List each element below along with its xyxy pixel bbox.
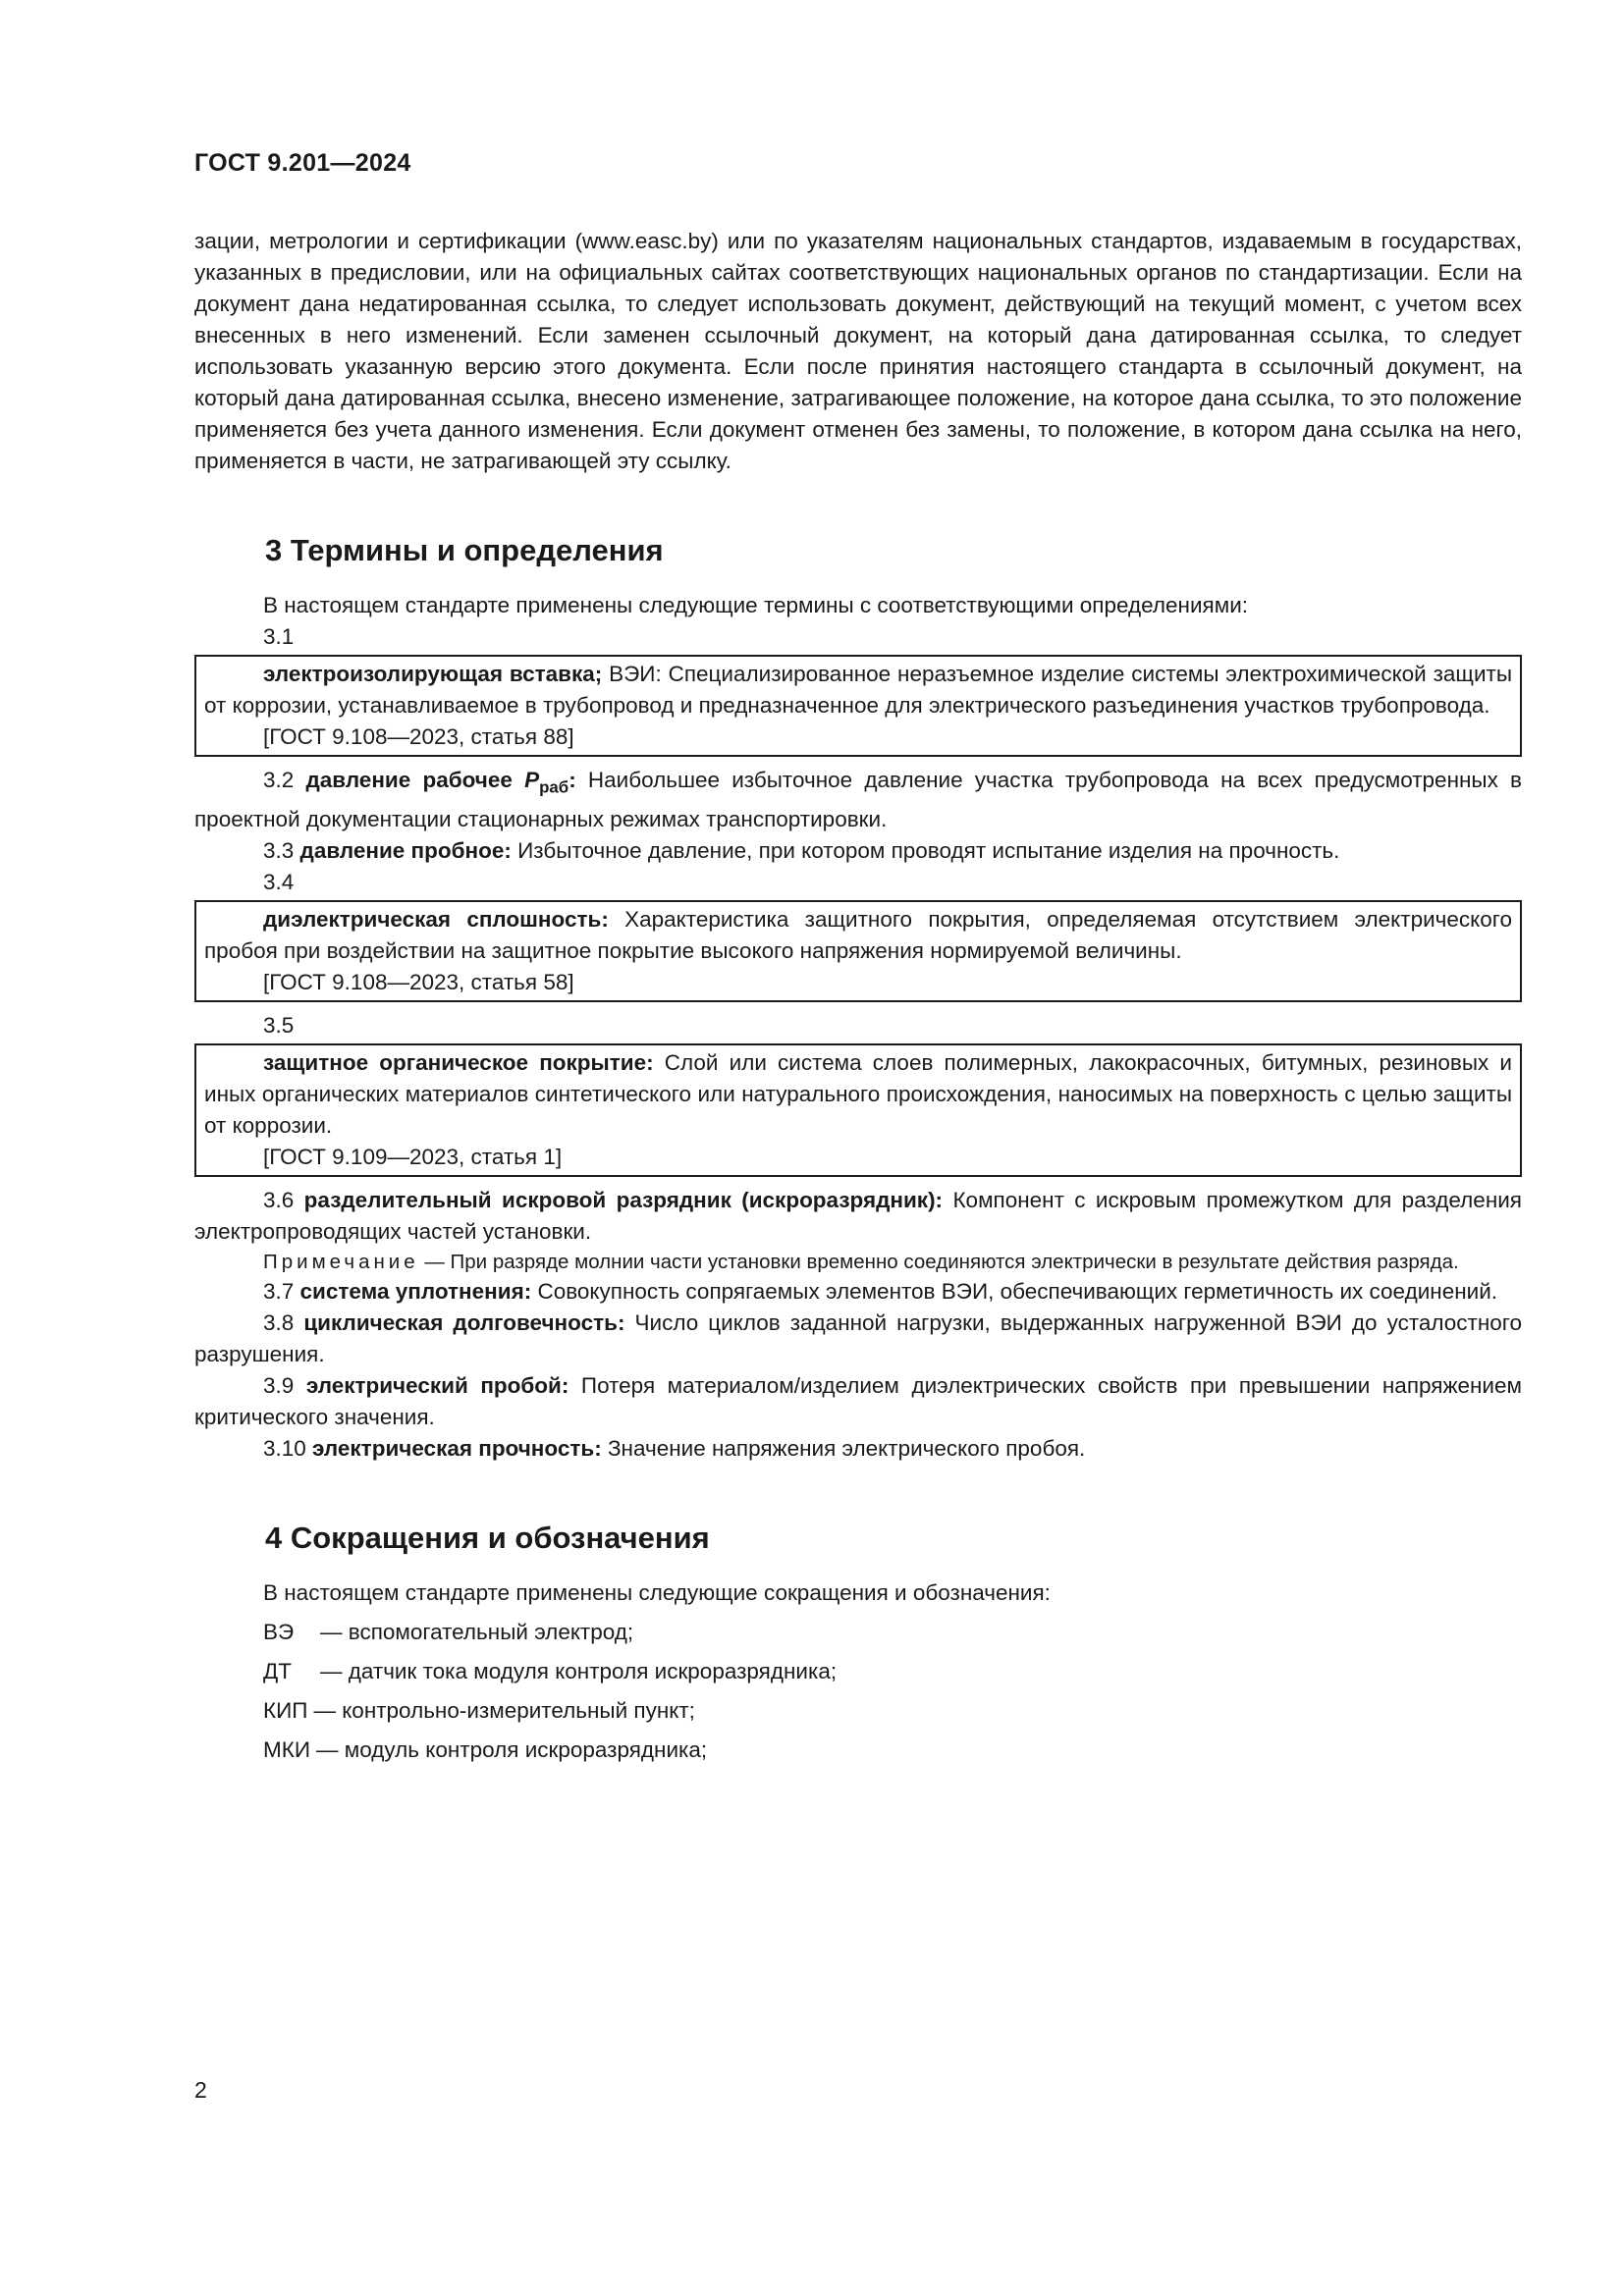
term-3-5-term: защитное органическое покрытие: — [263, 1049, 654, 1075]
term-3-1-source: [ГОСТ 9.108—2023, статья 88] — [263, 724, 574, 749]
term-3-5-text: Слой или система слоев полимерных, лакокрасочных, битумных, резиновых и иных органических материалов синтетического или натурального происхождения, наносимых на поверхность с целью защиты от коррозии. — [204, 1049, 1512, 1138]
term-3-1-term: электроизолирующая вставка; — [263, 662, 603, 686]
abbreviation-text: — датчик тока модуля контроля искроразрядника; — [320, 1658, 838, 1683]
page-content — [194, 226, 1522, 1766]
term-3-5-definition — [204, 1047, 1512, 1142]
document-code-header: ГОСТ 9.201—2024 — [194, 149, 411, 177]
term-3-1-text: ВЭИ: Специализированное неразъемное изделие системы электрохимической защиты от коррозии, устанавливаемое в трубопровод и предназначенное для электрического разъединения участков трубопровода. — [204, 662, 1512, 718]
term-3-6-term: разделительный искровой разрядник (искроразрядник): — [303, 1187, 944, 1212]
term-3-2-text: Наибольшее избыточное давление участка трубопровода на всех предусмотренных в проектной документации стационарных режимах транспортировки. — [194, 768, 1522, 831]
term-3-4-text: Характеристика защитного покрытия, определяемая отсутствием электрического пробоя при воздействии на защитное покрытие высокого напряжения нормируемой величины. — [204, 906, 1512, 963]
term-3-8-text: Число циклов заданной нагрузки, выдержанных нагруженной ВЭИ до усталостного разрушения. — [194, 1309, 1523, 1366]
term-3-10 — [194, 1433, 1522, 1465]
term-3-5-source: [ГОСТ 9.109—2023, статья 1] — [263, 1144, 563, 1169]
term-3-7-number: 3.7 — [263, 1278, 300, 1304]
term-3-3-term: давление пробное: — [299, 837, 512, 863]
term-3-1-number: 3.1 — [263, 624, 295, 649]
abbreviation-item — [194, 1656, 1522, 1687]
term-3-6 — [194, 1185, 1522, 1248]
term-3-6-number: 3.6 — [263, 1187, 304, 1212]
page-number: 2 — [194, 2077, 207, 2103]
section-4-intro: В настоящем стандарте применены следующие сокращения и обозначения: — [263, 1579, 1051, 1605]
term-3-5-number: 3.5 — [263, 1012, 295, 1038]
section-4-heading: 4 Сокращения и обозначения — [265, 1520, 710, 1555]
abbreviation-list — [194, 1617, 1522, 1766]
abbreviation-text: — модуль контроля искроразрядника; — [316, 1736, 708, 1762]
abbreviation-code: ДТ — [263, 1658, 292, 1683]
section-3-heading: 3 Термины и определения — [265, 533, 664, 567]
term-3-6-text: Компонент с искровым промежутком для разделения электропроводящих частей установки. — [194, 1187, 1522, 1244]
abbreviation-code: МКИ — [263, 1736, 311, 1762]
abbreviation-item — [194, 1735, 1522, 1766]
note-text: — При разряде молнии части установки временно соединяются электрически в результате действия разряда. — [418, 1250, 1459, 1273]
term-3-8 — [194, 1308, 1522, 1370]
term-3-4-definition — [204, 904, 1512, 967]
term-3-2: 3.2 давление рабочее $P_{раб}$: Наибольшее избыточное давление участка трубопровода на всех предусмотренных в проектной документации стационарных режимах транспортировки. — [194, 768, 1522, 831]
term-3-1-box — [194, 655, 1522, 757]
abbreviation-code: КИП — [263, 1697, 308, 1723]
note-label: Примечание — [263, 1250, 419, 1273]
abbreviation-text: — вспомогательный электрод; — [320, 1619, 634, 1644]
term-3-4-number: 3.4 — [263, 869, 295, 894]
term-3-5-box — [194, 1043, 1522, 1177]
term-3-3-text: Избыточное давление, при котором проводят испытание изделия на прочность. — [511, 837, 1340, 863]
term-3-10-term: электрическая прочность: — [312, 1435, 602, 1461]
term-3-9-number: 3.9 — [263, 1372, 306, 1398]
term-3-7 — [194, 1276, 1522, 1308]
term-3-2-term: давление рабочее — [305, 768, 525, 792]
abbreviation-item — [194, 1695, 1522, 1727]
term-3-10-text: Значение напряжения электрического пробоя. — [601, 1435, 1086, 1461]
note-3-6 — [194, 1248, 1522, 1276]
abbreviation-text: — контрольно-измерительный пункт; — [313, 1697, 695, 1723]
term-3-10-number: 3.10 — [263, 1435, 313, 1461]
term-3-8-term: циклическая долговечность: — [303, 1309, 625, 1335]
term-3-4-source: [ГОСТ 9.108—2023, статья 58] — [263, 969, 574, 994]
abbreviation-code: ВЭ — [263, 1619, 295, 1644]
term-3-3-number: 3.3 — [263, 837, 300, 863]
term-3-8-number: 3.8 — [263, 1309, 304, 1335]
term-3-9-term: электрический пробой: — [305, 1372, 569, 1398]
term-3-1-definition — [204, 659, 1512, 721]
term-3-2-number: 3.2 — [263, 768, 306, 792]
section-3-intro: В настоящем стандарте применены следующие термины с соответствующими определениями: — [263, 593, 1249, 617]
term-3-7-term: система уплотнения: — [299, 1278, 532, 1304]
term-3-2-symbol: $P_{раб}$ — [524, 768, 569, 797]
term-3-3 — [194, 835, 1522, 867]
term-3-9-text: Потеря материалом/изделием диэлектрических свойств при превышении напряжением критического значения. — [194, 1372, 1522, 1429]
term-3-7-text: Совокупность сопрягаемых элементов ВЭИ, обеспечивающих герметичность их соединений. — [531, 1278, 1498, 1304]
term-3-4-term: диэлектрическая сплошность: — [263, 906, 609, 932]
term-3-9 — [194, 1370, 1522, 1433]
abbreviation-item — [194, 1617, 1522, 1648]
term-3-4-box — [194, 900, 1522, 1002]
references-paragraph: зации, метрологии и сертификации (www.easc.by) или по указателям национальных стандартов, издаваемым в государствах, указанных в предисловии, или на официальных сайтах соответствующих национальных органов по стандартизации. Если на документ дана недатированная ссылка, то следует использовать документ, действующий на текущий момент, с учетом всех внесенных в него изменений. Если заменен ссылочный документ, на который дана датированная ссылка, то следует использовать указанную версию этого документа. Если после принятия настоящего стандарта в ссылочный документ, на который дана датированная ссылка, внесено изменение, затрагивающее положение, на которое дана ссылка, то это положение применяется без учета данного изменения. Если документ отменен без замены, то положение, в котором дана ссылка на него, применяется в части, не затрагивающей эту ссылку. — [194, 229, 1522, 473]
